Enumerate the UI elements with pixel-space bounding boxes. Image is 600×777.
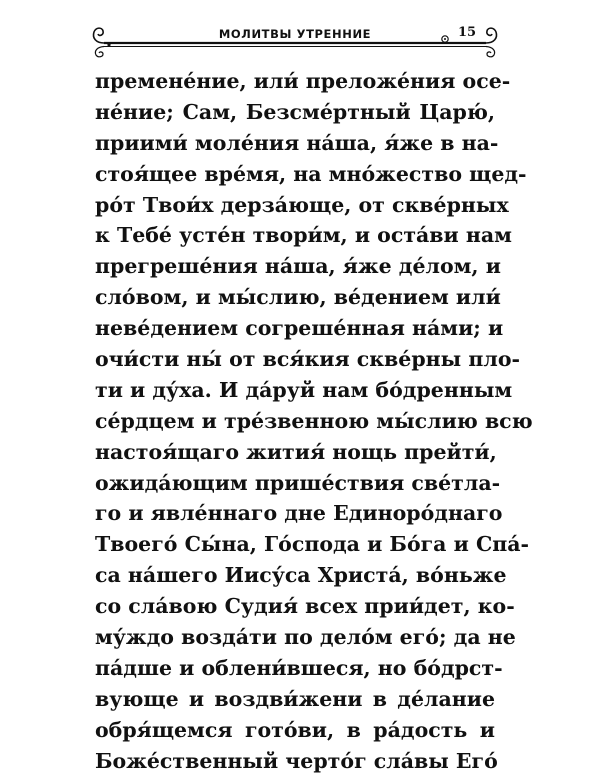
text-line: премене́ние, или́ преложе́ния осе- xyxy=(95,69,511,93)
text-line: Твоего́ Сы́на, Го́спода и Бо́га и Спа́- xyxy=(95,532,530,557)
text-line: ожида́ющим прише́ствия све́тла- xyxy=(95,470,501,495)
text-line: со сла́вою Судия́ всех прии́дет, ко- xyxy=(95,594,515,619)
text-line: ро́т Твои́х дерза́юще, от скве́рных xyxy=(95,192,509,217)
text-line: приими́ моле́ния на́ша, я́же в на- xyxy=(95,130,499,155)
text-line: очи́сти ны́ от вся́кия скве́рны пло- xyxy=(95,347,521,372)
text-line: настоя́щаго жития́ нощь прейти́, xyxy=(95,439,497,464)
text-line: са на́шего Иису́са Христа́, во́ньже xyxy=(95,563,507,588)
text-line: прегреше́ния на́ша, я́же де́лом, и xyxy=(95,254,501,279)
text-line: го и явле́ннаго дне Единоро́днаго xyxy=(95,501,503,526)
page-number: 15 xyxy=(458,25,477,40)
text-line: неве́дением согреше́нная на́ми; и xyxy=(95,316,504,341)
text-line: ти и ду́ха. И да́руй нам бо́дренным xyxy=(95,377,513,402)
text-line: стоя́щее вре́мя, на мно́жество щед- xyxy=(95,161,527,186)
text-line: к Тебе́ усте́н твори́м, и оста́ви нам xyxy=(95,223,512,248)
running-head xyxy=(90,10,500,60)
text-line: па́дше и облени́вшеся, но бо́дрст- xyxy=(95,655,503,680)
text-line: Боже́ственный черто́г сла́вы Его́ xyxy=(95,748,498,773)
text-line: сло́вом, и мы́слию, ве́дением или́ xyxy=(95,285,501,310)
running-head-title: МОЛИТВЫ УТРЕННИЕ xyxy=(218,27,372,41)
prayer-text xyxy=(95,66,533,776)
text-line: не́ние; Сам, Безсме́ртный Царю́, xyxy=(95,99,495,124)
text-line: му́ждо возда́ти по дело́м его́; да не xyxy=(95,625,516,650)
text-line: вующе и воздви́жени в де́лание xyxy=(95,686,495,711)
text-line: обря́щемся гото́ви, в ра́дость и xyxy=(95,717,495,742)
text-line: се́рдцем и тре́звенною мы́слию всю xyxy=(95,408,533,433)
